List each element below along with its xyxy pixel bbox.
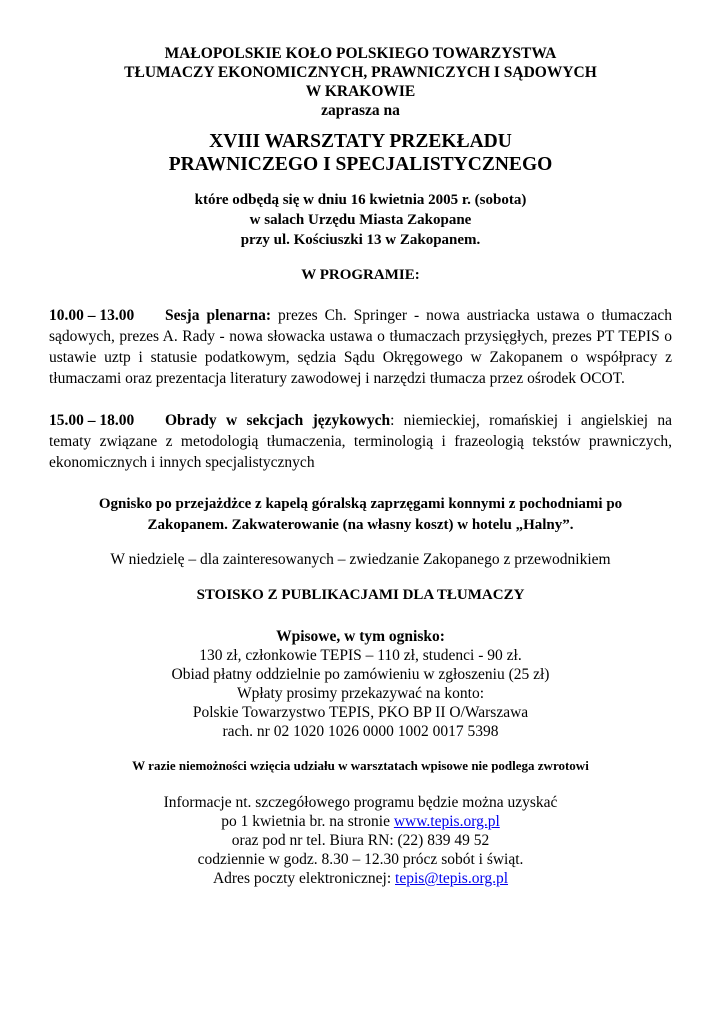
header-line-1: MAŁOPOLSKIE KOŁO POLSKIEGO TOWARZYSTWA — [164, 45, 557, 62]
session-sections — [49, 410, 672, 473]
info-line-2-text: po 1 kwietnia br. na stronie — [221, 813, 394, 830]
program-heading: W PROGRAMIE: — [301, 267, 420, 283]
fees-line-1: 130 zł, członkowie TEPIS – 110 zł, studenci - 90 zł. — [199, 647, 522, 664]
session-name: Sesja plenarna: — [165, 307, 272, 324]
header-line-3: W KRAKOWIE — [305, 83, 416, 100]
header-line-2: TŁUMACZY EKONOMICZNYCH, PRAWNICZYCH I SĄDOWYCH — [124, 64, 597, 81]
when-line-1: które odbędą się w dniu 16 kwietnia 2005 r. (sobota) — [194, 192, 527, 208]
ognisko-line-2: Zakopanem. Zakwaterowanie (na własny koszt) w hotelu „Halny”. — [147, 517, 574, 533]
title-line-1: XVIII WARSZTATY PRZEKŁADU — [209, 131, 512, 152]
fees-line-5: rach. nr 02 1020 1026 0000 1002 0017 5398 — [222, 723, 499, 740]
publications-stand: STOISKO Z PUBLIKACJAMI DLA TŁUMACZY — [196, 587, 525, 603]
title-line-2: PRAWNICZEGO I SPECJALISTYCZNEGO — [168, 154, 553, 175]
info-line-1: Informacje nt. szczegółowego programu będzie można uzyskać — [163, 794, 558, 811]
fees-line-3: Wpłaty prosimy przekazywać na konto: — [236, 685, 485, 702]
event-title — [49, 130, 672, 176]
session-text: prezes Ch. Springer - nowa austriacka ustawa o tłumaczach sądowych, prezes A. Rady - nowa słowacka ustawa o tłumaczach przysięgłych, prezes PT TEPIS o ustawie uztp i statusie podatkowym, sędzia Sądu Okręgowego w Zakopanem o współpracy z tłumaczami oraz prezentacja literatury zawodowej i narzędzi tłumacza przez ośrodek OCOT. — [49, 307, 672, 387]
session-name: Obrady w sekcjach językowych — [165, 412, 391, 429]
website-link[interactable]: www.tepis.org.pl — [393, 813, 500, 830]
document-page — [49, 44, 672, 888]
when-line-3: przy ul. Kościuszki 13 w Zakopanem. — [240, 232, 481, 248]
ognisko-line-1: Ognisko po przejażdżce z kapelą góralską zaprzęgami konnymi z pochodniami po — [98, 496, 623, 512]
fees-line-4: Polskie Towarzystwo TEPIS, PKO BP II O/Warszawa — [192, 704, 529, 721]
info-block — [49, 793, 672, 888]
refund-note: W razie niemożności wzięcia udziału w warsztatach wpisowe nie podlega zwrotowi — [132, 758, 589, 773]
info-line-5 — [49, 869, 672, 888]
session-text: : niemieckiej, romańskiej i angielskiej na tematy związane z metodologią tłumaczenia, terminologią i frazeologią tekstów prawniczych, ekonomicznych i innych specjalistycznych — [49, 412, 672, 471]
email-link[interactable]: tepis@tepis.org.pl — [395, 870, 509, 887]
when-line-2: w salach Urzędu Miasta Zakopane — [249, 212, 472, 228]
info-line-3: oraz pod nr tel. Biura RN: (22) 839 49 52 — [231, 832, 490, 849]
session-time: 15.00 – 18.00 — [49, 412, 135, 429]
info-line-5-text: Adres poczty elektronicznej: — [212, 870, 396, 887]
header-line-4: zaprasza na — [321, 102, 400, 119]
bonfire-note — [49, 494, 672, 536]
sunday-note: W niedzielę – dla zainteresowanych – zwiedzanie Zakopanego z przewodnikiem — [110, 551, 611, 568]
fees-heading: Wpisowe, w tym ognisko: — [276, 628, 445, 645]
organizer-header — [49, 44, 672, 120]
session-time: 10.00 – 13.00 — [49, 307, 135, 324]
info-line-2 — [49, 812, 672, 831]
fees-line-2: Obiad płatny oddzielnie po zamówieniu w zgłoszeniu (25 zł) — [171, 666, 550, 683]
event-date-place — [49, 190, 672, 250]
info-line-4: codziennie w godz. 8.30 – 12.30 prócz sobót i świąt. — [197, 851, 524, 868]
fees-block — [49, 627, 672, 741]
session-plenary — [49, 305, 672, 389]
